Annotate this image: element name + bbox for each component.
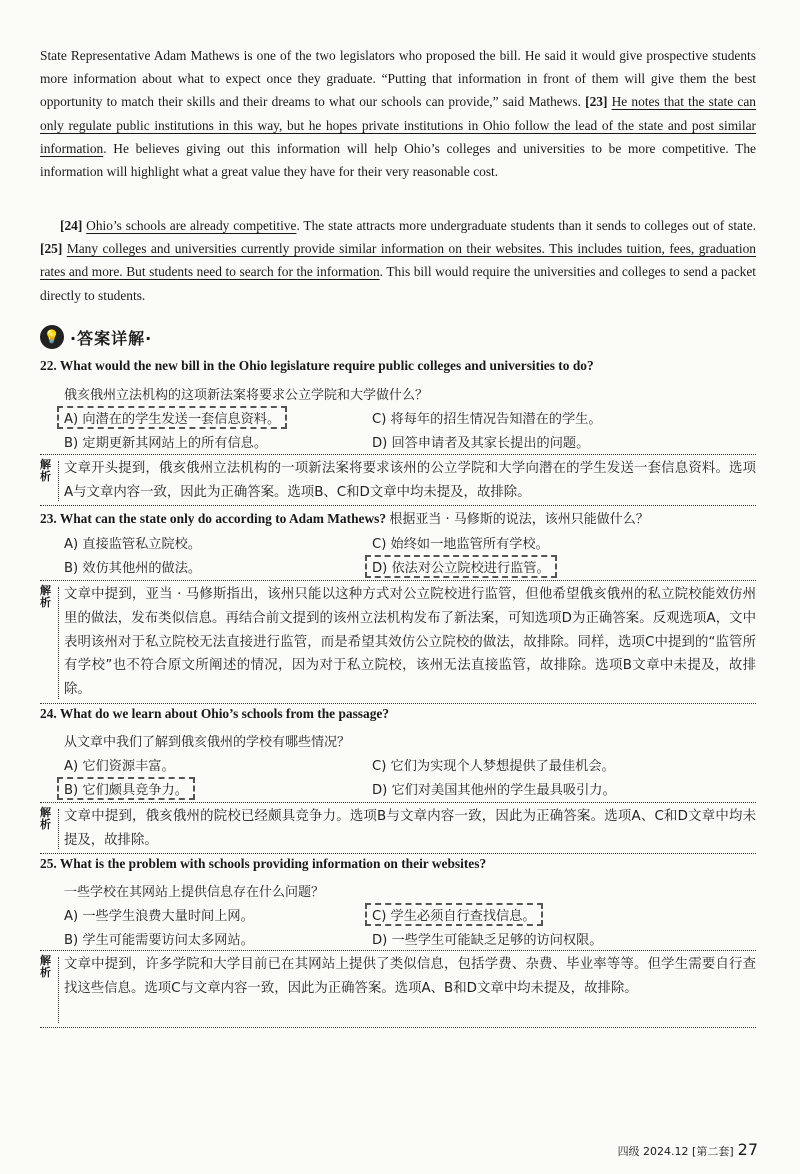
underlined-sentence-23: He notes that the state can only regulate public institutions in this way, but he hopes private institutions in Ohio follow the lead of the state and post similar information	[40, 94, 756, 156]
option-25-b: B) 学生可能需要访问太多网站。	[64, 933, 254, 948]
analysis-tag: 解析	[40, 584, 51, 609]
analysis-25-text: 文章中提到，许多学院和大学目前已在其网站上提供了类似信息，包括学费、杂费、毕业率等等。但学生需要自行查找这些信息。选项C与文章内容一致，因此为正确答案。选项A、B和D文章中均未提及，故排除。	[64, 957, 756, 996]
question-25-translation: 一些学校在其网站上提供信息存在什么问题？	[64, 885, 325, 900]
option-22-a-correct: A) 向潜在的学生发送一套信息资料。	[57, 406, 287, 429]
underlined-sentence-25: Many colleges and universities currently provide similar information on their websites. This includes tuition, fees, graduation rates and more. But students need to search for the information	[40, 241, 757, 280]
option-22-b: B) 定期更新其网站上的所有信息。	[64, 436, 268, 451]
analysis-24	[40, 802, 756, 854]
question-24: 24. What do we learn about Ohio’s schools from the passage?	[40, 706, 390, 721]
analysis-22-text: 文章开头提到，俄亥俄州立法机构的一项新法案将要求该州的公立学院和大学向潜在的学生发送一套信息资料。选项A与文章内容一致，因此为正确答案。选项B、C和D文章中均未提及，故排除。	[64, 461, 756, 500]
passage-text: . He believes giving out this information will help Ohio’s colleges and universities to be more competitive. The information will highlight what a great value they have for their very reasonable cost.	[40, 140, 756, 180]
passage-paragraph-1	[40, 44, 756, 183]
option-24-d: D) 它们对美国其他州的学生最具吸引力。	[372, 783, 616, 798]
question-marker-23: [23]	[585, 94, 608, 110]
question-24-translation: 从文章中我们了解到俄亥俄州的学校有哪些情况？	[64, 735, 351, 750]
question-22: 22. What would the new bill in the Ohio legislature require public colleges and universities to do?	[40, 358, 594, 373]
question-23-text: 23. What can the state only do according to Adam Mathews?	[40, 511, 387, 526]
footer-label: 四级 2024.12 [第二套]	[617, 1145, 734, 1158]
option-25-d: D) 一些学生可能缺乏足够的访问权限。	[372, 933, 603, 948]
analysis-23-text: 文章中提到，亚当 · 马修斯指出，该州只能以这种方式对公立院校进行监管，但他希望俄亥俄州的私立院校能效仿州里的做法，发布类似信息。再结合前文提到的该州立法机构发布了新法案，可知选项D为正确答案。反观选项A，文中表明该州对于私立院校无法直接进行监管，而是希望其效仿公立院校的做法，故排除。同样，选项C中提到的“监管所有学校”也不符合原文所阐述的情况，因为对于私立院校，该州无法直接监管，故排除。选项B文章中未提及，故排除。	[64, 587, 756, 698]
page-number: 27	[737, 1140, 758, 1159]
section-title: ·答案详解·	[70, 328, 153, 348]
question-25: 25. What is the problem with schools providing information on their websites?	[40, 856, 487, 871]
analysis-tag: 解析	[40, 458, 51, 483]
question-23	[40, 508, 649, 527]
option-22-c: C) 将每年的招生情况告知潜在的学生。	[372, 412, 602, 427]
analysis-tag: 解析	[40, 806, 51, 831]
option-24-c: C) 它们为实现个人梦想提供了最佳机会。	[372, 759, 615, 774]
option-25-a: A) 一些学生浪费大量时间上网。	[64, 909, 254, 924]
question-23-translation: 根据亚当 · 马修斯的说法，该州只能做什么？	[389, 512, 649, 527]
passage-text: State Representative Adam Mathews is one of the two legislators who proposed the bill. He said it would give prospective students more information about what to expect once they graduate. “Putting that information in front of them will give them the best opportunity to match their skills and their dreams to what our schools can provide,” said Mathews.	[40, 48, 756, 110]
option-23-b: B) 效仿其他州的做法。	[64, 561, 202, 576]
page-footer	[618, 1140, 758, 1159]
option-23-c: C) 始终如一地监管所有学校。	[372, 537, 549, 552]
option-22-d: D) 回答申请者及其家长提出的问题。	[372, 436, 590, 451]
lightbulb-icon: 💡	[40, 325, 64, 349]
passage-paragraph-2	[40, 214, 756, 307]
passage-text: . This bill would require the universities and colleges to send a packet directly to students.	[40, 264, 756, 303]
passage-text: . The state attracts more undergraduate students than it sends to colleges out of state.	[296, 218, 756, 233]
section-header	[40, 322, 152, 352]
option-24-a: A) 它们资源丰富。	[64, 759, 175, 774]
question-marker-25: [25]	[40, 241, 63, 257]
question-marker-24: [24]	[60, 218, 83, 233]
underlined-sentence-24: Ohio’s schools are already competitive	[86, 218, 297, 233]
analysis-24-text: 文章中提到，俄亥俄州的院校已经颇具竞争力。选项B与文章内容一致，因此为正确答案。选项A、C和D文章中均未提及，故排除。	[64, 809, 756, 848]
option-24-b-correct: B) 它们颇具竞争力。	[57, 777, 195, 800]
question-22-translation: 俄亥俄州立法机构的这项新法案将要求公立学院和大学做什么？	[64, 388, 429, 403]
analysis-22	[40, 454, 756, 506]
option-25-c-correct: C) 学生必须自行查找信息。	[365, 903, 543, 926]
analysis-25	[40, 950, 756, 1028]
analysis-23	[40, 580, 756, 704]
option-23-a: A) 直接监管私立院校。	[64, 537, 202, 552]
option-23-d-correct: D) 依法对公立院校进行监管。	[365, 555, 557, 578]
analysis-tag: 解析	[40, 954, 51, 979]
